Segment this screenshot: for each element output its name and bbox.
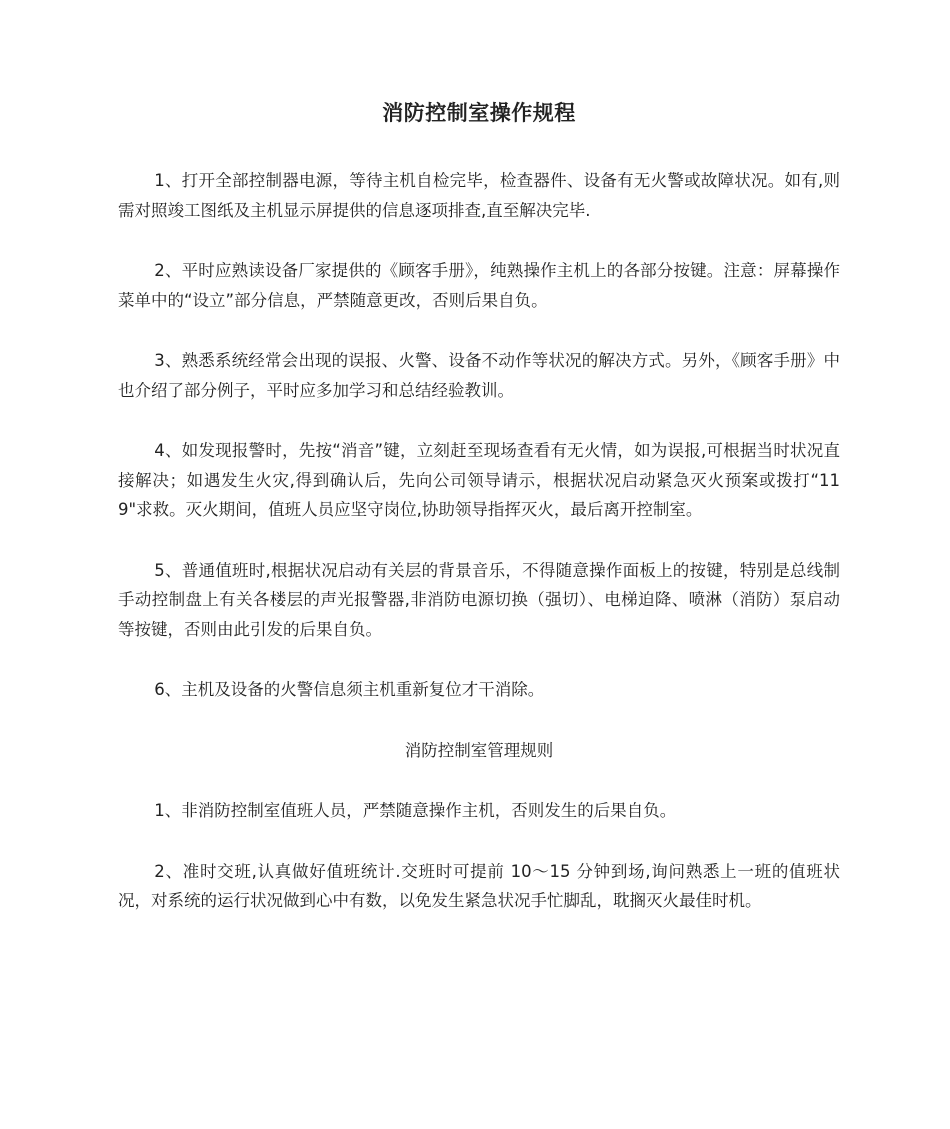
management-paragraph-1: 1、非消防控制室值班人员，严禁随意操作主机，否则发生的后果自负。: [154, 801, 677, 820]
operation-paragraph-4: 4、如发现报警时，先按“消音”键，立刻赶至现场查看有无火情，如为误报,可根据当时状况直接解决；如遇发生火灾,得到确认后，先向公司领导请示，根据状况启动紧急灭火预案或拨打“119"求救。灭火期间，值班人员应坚守岗位,协助领导指挥灭火，最后离开控制室。: [118, 441, 840, 519]
operation-paragraph-3: 3、熟悉系统经常会出现的误报、火警、设备不动作等状况的解决方式。另外，《顾客手册》中也介绍了部分例子，平时应多加学习和总结经验教训。: [118, 351, 840, 400]
operation-paragraph-1: 1、打开全部控制器电源，等待主机自检完毕，检查器件、设备有无火警或故障状况。如有,则需对照竣工图纸及主机显示屏提供的信息逐项排查,直至解决完毕.: [118, 171, 840, 220]
operation-paragraph-5: 5、普通值班时,根据状况启动有关层的背景音乐，不得随意操作面板上的按键，特别是总线制手动控制盘上有关各楼层的声光报警器,非消防电源切换（强切）、电梯迫降、喷淋（消防）泵启动等按键，否则由此引发的后果自负。: [118, 560, 840, 639]
management-paragraph-2: 2、准时交班,认真做好值班统计.交班时可提前 10～15 分钟到场,询问熟悉上一班的值班状况，对系统的运行状况做到心中有数，以免发生紧急状况手忙脚乱，耽搁灭火最佳时机。: [118, 861, 840, 910]
management-section-title: 消防控制室管理规则: [404, 740, 554, 760]
operation-paragraph-6: 6、主机及设备的火警信息须主机重新复位才干消除。: [154, 680, 545, 699]
operation-paragraph-2: 2、平时应熟读设备厂家提供的《顾客手册》，纯熟操作主机上的各部分按键。注意：屏幕操作菜单中的“设立”部分信息，严禁随意更改，否则后果自负。: [118, 261, 840, 310]
page-title: 消防控制室操作规程: [382, 101, 576, 125]
